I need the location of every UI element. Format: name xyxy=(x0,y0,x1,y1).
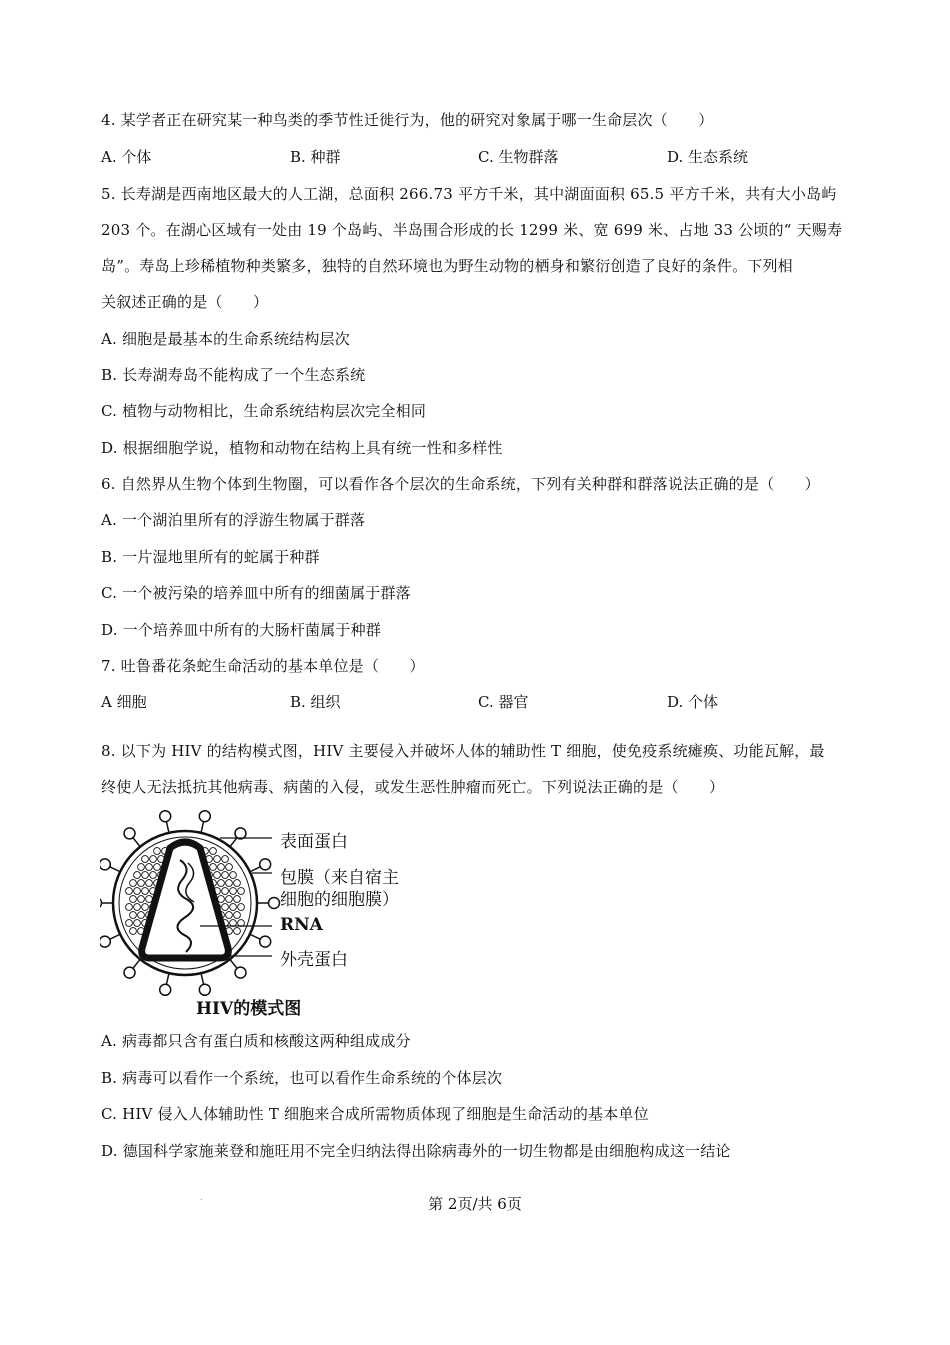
q8-option-b: B. 病毒可以看作一个系统，也可以看作生命系统的个体层次 xyxy=(101,1069,503,1087)
label-envelope-cont: 细胞的细胞膜） xyxy=(280,890,399,910)
q5-option-a: A. 细胞是最基本的生命系统结构层次 xyxy=(101,330,350,348)
q7-option-c: C. 器官 xyxy=(478,693,529,711)
q7-option-b: B. 组织 xyxy=(290,693,341,711)
q8-option-a: A. 病毒都只含有蛋白质和核酸这两种组成成分 xyxy=(101,1032,411,1050)
q5-option-d: D. 根据细胞学说，植物和动物在结构上具有统一性和多样性 xyxy=(101,439,503,457)
figure-caption: HIV的模式图 xyxy=(196,999,302,1019)
q5-option-b: B. 长寿湖寿岛不能构成了一个生态系统 xyxy=(101,366,366,384)
q4-option-c: C. 生物群落 xyxy=(478,148,559,166)
q5-stem-line-2: 203 个。在湖心区域有一处由 19 个岛屿、半岛围合形成的长 1299 米、宽 699 米、占地 33 公顷的“ 天赐寿 xyxy=(101,221,843,239)
q4-stem: 4. 某学者正在研究某一种鸟类的季节性迁徙行为，他的研究对象属于哪一生命层次（ ） xyxy=(101,111,714,129)
q6-option-a: A. 一个湖泊里所有的浮游生物属于群落 xyxy=(101,511,366,529)
q6-option-c: C. 一个被污染的培养皿中所有的细菌属于群落 xyxy=(101,584,411,602)
q4-option-b: B. 种群 xyxy=(290,148,341,166)
label-surface-protein: 表面蛋白 xyxy=(280,832,348,852)
q5-stem-line-1: 5. 长寿湖是西南地区最大的人工湖，总面积 266.73 平方千米，其中湖面面积 65.5 平方千米，共有大小岛屿 xyxy=(101,185,837,203)
q5-stem-line-4: 关叙述正确的是（ ） xyxy=(101,293,269,311)
q6-stem: 6. 自然界从生物个体到生物圈，可以看作各个层次的生命系统，下列有关种群和群落说法正确的是（ ） xyxy=(101,475,820,493)
hiv-illustration xyxy=(100,808,400,1023)
q4-option-a: A. 个体 xyxy=(101,148,152,166)
label-capsid-protein: 外壳蛋白 xyxy=(280,950,348,970)
page-number: 第 2页/共 6页 xyxy=(428,1195,522,1213)
q8-stem-line-2: 终使人无法抵抗其他病毒、病菌的入侵，或发生恶性肿瘤而死亡。下列说法正确的是（ ） xyxy=(101,778,725,796)
q8-option-c: C. HIV 侵入人体辅助性 T 细胞来合成所需物质体现了细胞是生命活动的基本单位 xyxy=(101,1105,649,1123)
label-envelope: 包膜（来自宿主 xyxy=(280,868,399,888)
q8-stem-line-1: 8. 以下为 HIV 的结构模式图，HIV 主要侵入并破坏人体的辅助性 T 细胞，使免疫系统瘫痪、功能瓦解，最 xyxy=(101,742,825,760)
q6-option-d: D. 一个培养皿中所有的大肠杆菌属于种群 xyxy=(101,621,382,639)
q7-option-d: D. 个体 xyxy=(667,693,719,711)
q6-option-b: B. 一片湿地里所有的蛇属于种群 xyxy=(101,548,320,566)
q7-stem: 7. 吐鲁番花条蛇生命活动的基本单位是（ ） xyxy=(101,657,425,675)
q4-option-d: D. 生态系统 xyxy=(667,148,749,166)
q8-option-d: D. 德国科学家施莱登和施旺用不完全归纳法得出除病毒外的一切生物都是由细胞构成这一结论 xyxy=(101,1142,731,1160)
q7-option-a: A 细胞 xyxy=(101,693,147,711)
q5-stem-line-3: 岛”。寿岛上珍稀植物种类繁多，独特的自然环境也为野生动物的栖身和繁衍创造了良好的条件。下列相 xyxy=(101,257,793,275)
footer-mark: . xyxy=(200,1193,203,1202)
label-rna: RNA xyxy=(280,915,323,935)
q5-option-c: C. 植物与动物相比，生命系统结构层次完全相同 xyxy=(101,402,427,420)
hiv-diagram xyxy=(100,808,400,1023)
